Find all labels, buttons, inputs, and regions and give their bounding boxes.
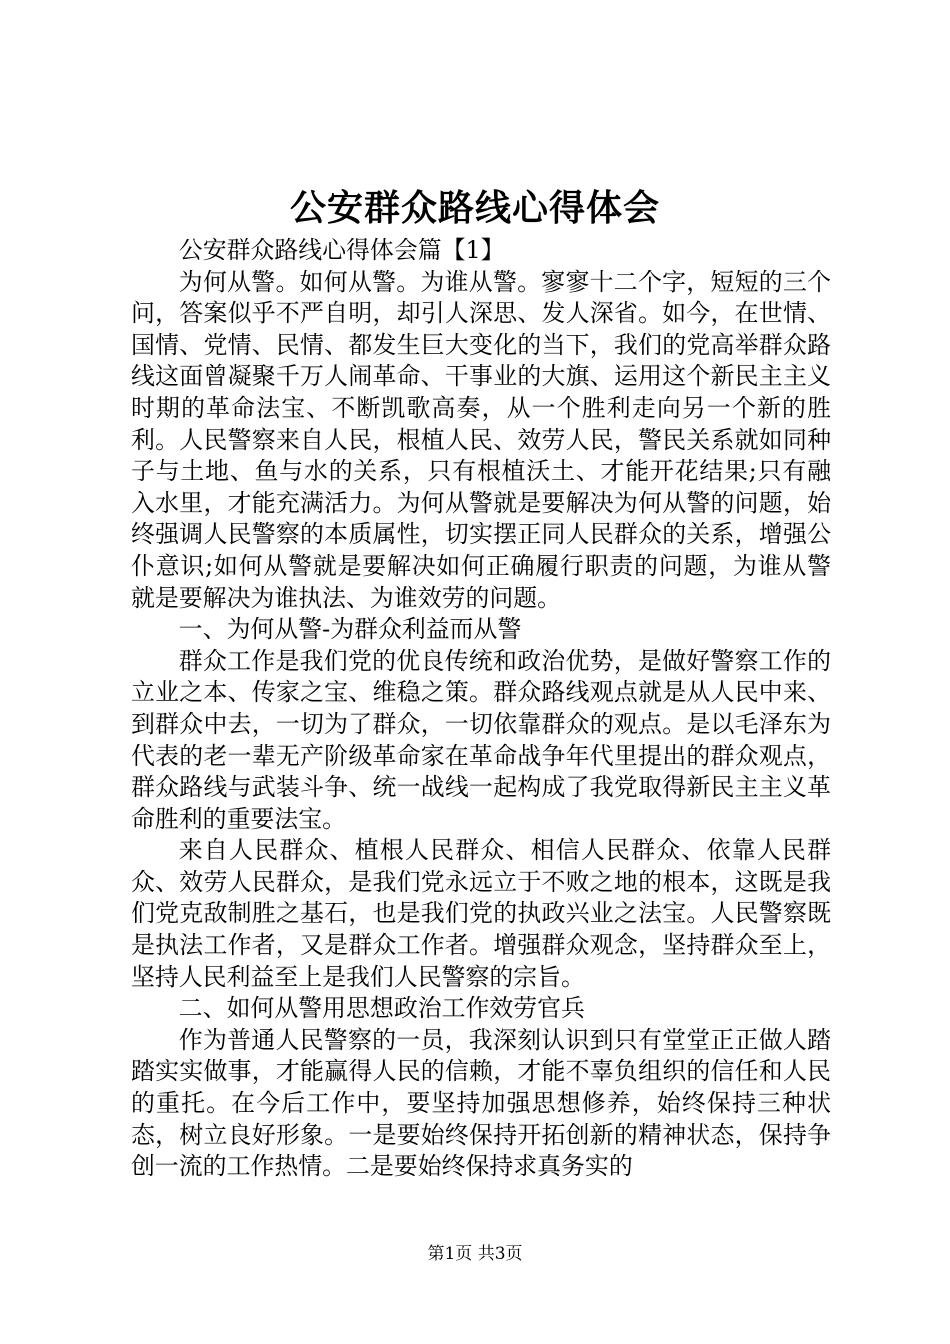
body-paragraph: 为何从警。如何从警。为谁从警。寥寥十二个字，短短的三个问，答案似乎不严自明，却引人深思、发人深省。如今，在世情、国情、党情、民情、都发生巨大变化的当下，我们的党高举群众路线这面曾凝聚千万人闹革命、干事业的大旗、运用这个新民主主义时期的革命法宝、不断凯歌高奏，从一个胜利走向另一个新的胜利。人民警察来自人民，根植人民、效劳人民，警民关系就如同种子与土地、鱼与水的关系，只有根植沃土、才能开花结果;只有融入水里，才能充满活力。为何从警就是要解决为何从警的问题，始终强调人民警察的本质属性，切实摆正同人民群众的关系，增强公仆意识;如何从警就是要解决如何正确履行职责的问题，为谁从警就是要解决为谁执法、为谁效劳的问题。: [131, 267, 831, 612]
section-heading: 二、如何从警用思想政治工作效劳官兵: [178, 994, 585, 1023]
section-heading: 一、为何从警-为群众利益而从警: [178, 615, 522, 644]
body-paragraph: 来自人民群众、植根人民群众、相信人民群众、依靠人民群众、效劳人民群众，是我们党永远立于不败之地的根本，这既是我们党克敌制胜之基石，也是我们党的执政兴业之法宝。人民警察既是执法工作者，又是群众工作者。增强群众观念，坚持群众至上，坚持人民利益至上是我们人民警察的宗旨。: [131, 836, 831, 991]
section-heading: 公安群众路线心得体会篇【1】: [178, 236, 505, 264]
document-body: [131, 235, 831, 1183]
document-title: 公安群众路线心得体会: [289, 187, 660, 229]
body-paragraph: 作为普通人民警察的一员，我深刻认识到只有堂堂正正做人踏踏实实做事，才能赢得人民的信赖，才能不辜负组织的信任和人民的重托。在今后工作中，要坚持加强思想修养，始终保持三种状态，树立良好形象。一是要始终保持开拓创新的精神状态，保持争创一流的工作热情。二是要始终保持求真务实的: [131, 1025, 831, 1181]
body-paragraph: 群众工作是我们党的优良传统和政治优势，是做好警察工作的立业之本、传家之宝、维稳之策。群众路线观点就是从人民中来、到群众中去，一切为了群众，一切依靠群众的观点。是以毛泽东为代表的老一辈无产阶级革命家在革命战争年代里提出的群众观点，群众路线与武装斗争、统一战线一起构成了我党取得新民主主义革命胜利的重要法宝。: [131, 646, 831, 833]
page-number-footer: 第1页 共3页: [427, 1244, 523, 1264]
